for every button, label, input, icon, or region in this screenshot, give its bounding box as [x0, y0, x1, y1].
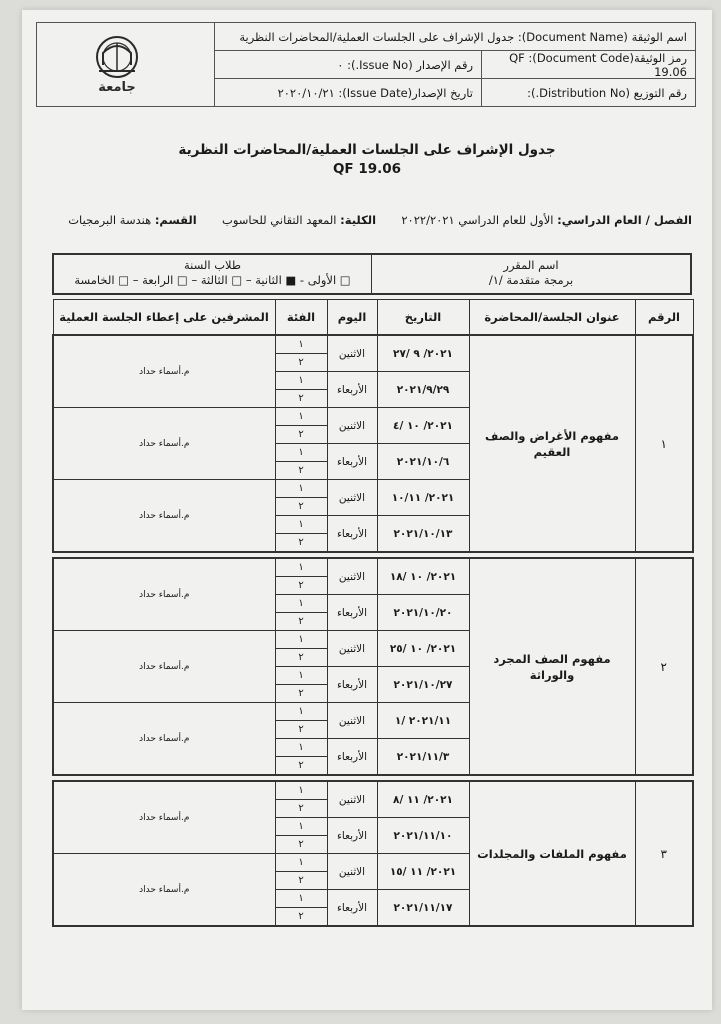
student-year-label: طلاب السنة [183, 258, 242, 272]
session-day: الاثنين [327, 335, 377, 372]
session-number: ٢ [635, 558, 693, 775]
group-number: ١ [275, 818, 327, 836]
group-number: ٢ [275, 426, 327, 444]
col-header-group: الفئة [275, 300, 327, 336]
col-header-supervisors: المشرفين على إعطاء الجلسة العملية [53, 300, 275, 336]
course-header [52, 253, 692, 295]
session-title: مفهوم الصف المجرد والوراثة [469, 558, 635, 775]
session-day: الاثنين [327, 631, 377, 667]
group-number: ٢ [275, 836, 327, 854]
group-number: ١ [275, 781, 327, 800]
supervisor-name: م.أسماء حداد [53, 558, 275, 631]
svg-text:جامعة: جامعة [98, 80, 136, 95]
university-logo [37, 23, 215, 106]
course-info-line [62, 213, 692, 227]
group-number: ٢ [275, 390, 327, 408]
distribution-no: رقم التوزيع (Distribution No.): [481, 79, 695, 106]
group-number: ١ [275, 890, 327, 908]
document-header [36, 22, 696, 107]
session-date: ٢٠٢١/ ١٠ /٤ [377, 408, 469, 444]
group-number: ١ [275, 444, 327, 462]
page-subtitle: QF 19.06 [332, 161, 402, 177]
table-header-row [53, 300, 693, 336]
session-day: الاثنين [327, 703, 377, 739]
document-name-row [215, 23, 695, 51]
session-date: ٢٠٢١/ ١١ /٨ [377, 781, 469, 818]
group-number: ١ [275, 480, 327, 498]
session-day: الأربعاء [327, 516, 377, 553]
session-number: ٣ [635, 781, 693, 926]
group-number: ٢ [275, 757, 327, 776]
course-name-cell [371, 255, 690, 293]
session-day: الأربعاء [327, 595, 377, 631]
group-number: ٢ [275, 649, 327, 667]
department-label: القسم: [154, 213, 197, 227]
course-name-value: برمجة متقدمة /١/ [488, 273, 574, 287]
session-title: مفهوم الملفات والمجلدات [469, 781, 635, 926]
session-day: الأربعاء [327, 890, 377, 927]
session-date: ٢٠٢١/٩/٢٩ [377, 372, 469, 408]
group-number: ١ [275, 372, 327, 390]
col-header-date: التاريخ [377, 300, 469, 336]
session-day: الاثنين [327, 480, 377, 516]
group-number: ٢ [275, 685, 327, 703]
group-number: ١ [275, 558, 327, 577]
session-date: ٢٠٢١/١٠/٢٠ [377, 595, 469, 631]
group-number: ١ [275, 516, 327, 534]
session-date: ٢٠٢١/١١ /١ [377, 703, 469, 739]
group-number: ٢ [275, 498, 327, 516]
group-number: ٢ [275, 577, 327, 595]
distribution-date-row [215, 79, 695, 106]
supervisor-name: م.أسماء حداد [53, 408, 275, 480]
session-day: الأربعاء [327, 818, 377, 854]
logo-icon [85, 31, 149, 97]
session-date: ٢٠٢١/١١/١٧ [377, 890, 469, 927]
session-date: ٢٠٢١/ ٩ /٢٧ [377, 335, 469, 372]
group-number: ٢ [275, 721, 327, 739]
supervisor-name: م.أسماء حداد [53, 781, 275, 854]
student-year-cell [54, 255, 371, 293]
document-name: اسم الوثيقة (Document Name): جدول الإشراف على الجلسات العملية/المحاضرات النظرية [239, 29, 687, 44]
session-date: ٢٠٢١/١١/٣ [377, 739, 469, 776]
group-number: ٢ [275, 534, 327, 553]
session-day: الأربعاء [327, 444, 377, 480]
group-number: ١ [275, 854, 327, 872]
session-date: ٢٠٢١/١٠/٦ [377, 444, 469, 480]
group-number: ٢ [275, 354, 327, 372]
semester-value: الأول للعام الدراسي ٢٠٢٢/٢٠٢١ [401, 213, 554, 227]
session-block [53, 781, 693, 926]
session-day: الاثنين [327, 408, 377, 444]
group-number: ١ [275, 739, 327, 757]
group-number: ١ [275, 667, 327, 685]
code-issue-row [215, 51, 695, 79]
schedule-table [52, 299, 694, 927]
group-number: ٢ [275, 908, 327, 927]
group-number: ١ [275, 408, 327, 426]
session-date: ٢٠٢١/ ١٠/١١ [377, 480, 469, 516]
table-row [53, 781, 693, 800]
session-number: ١ [635, 335, 693, 552]
issue-no: رقم الإصدار (Issue No.): ٠ [337, 57, 473, 72]
group-number: ١ [275, 631, 327, 649]
group-number: ٢ [275, 613, 327, 631]
supervisor-name: م.أسماء حداد [53, 854, 275, 927]
session-block [53, 335, 693, 552]
supervisor-name: م.أسماء حداد [53, 335, 275, 408]
col-header-num: الرقم [635, 300, 693, 336]
session-date: ٢٠٢١/١٠/٢٧ [377, 667, 469, 703]
supervisor-name: م.أسماء حداد [53, 631, 275, 703]
session-day: الأربعاء [327, 739, 377, 776]
session-date: ٢٠٢١/ ١١ /١٥ [377, 854, 469, 890]
session-date: ٢٠٢١/ ١٠ /٢٥ [377, 631, 469, 667]
session-date: ٢٠٢١/١٠/١٣ [377, 516, 469, 553]
supervisor-name: م.أسماء حداد [53, 703, 275, 776]
session-day: الاثنين [327, 558, 377, 595]
session-date: ٢٠٢١/ ١٠ /١٨ [377, 558, 469, 595]
course-name-label: اسم المقرر [503, 258, 559, 272]
table-row [53, 558, 693, 577]
department-value: هندسة البرمجيات [68, 213, 152, 227]
col-header-title: عنوان الجلسة/المحاضرة [469, 300, 635, 336]
group-number: ١ [275, 335, 327, 354]
session-day: الأربعاء [327, 667, 377, 703]
session-date: ٢٠٢١/١١/١٠ [377, 818, 469, 854]
college-value: المعهد التقاني للحاسوب [222, 213, 337, 227]
document-code: رمز الوثيقة(Document Code): QF 19.06 [481, 51, 695, 78]
issue-date: تاريخ الإصدار(Issue Date): ٢٠٢٠/١٠/٢١ [277, 85, 473, 100]
semester-label: الفصل / العام الدراسي: [557, 213, 692, 227]
table-row [53, 335, 693, 354]
group-number: ٢ [275, 800, 327, 818]
supervisor-name: م.أسماء حداد [53, 480, 275, 553]
group-number: ١ [275, 595, 327, 613]
page-title: جدول الإشراف على الجلسات العملية/المحاضرات النظرية [178, 142, 556, 158]
col-header-day: اليوم [327, 300, 377, 336]
session-title: مفهوم الأغراض والصف العقيم [469, 335, 635, 552]
group-number: ٢ [275, 872, 327, 890]
session-day: الاثنين [327, 854, 377, 890]
session-day: الاثنين [327, 781, 377, 818]
college-label: الكلية: [340, 213, 377, 227]
session-block [53, 558, 693, 775]
session-day: الأربعاء [327, 372, 377, 408]
document-sheet [22, 10, 712, 1010]
group-number: ١ [275, 703, 327, 721]
group-number: ٢ [275, 462, 327, 480]
student-year-options: □ الأولى - ■ الثانية – □ الثالثة – □ الرابعة – □ الخامسة [74, 273, 351, 287]
